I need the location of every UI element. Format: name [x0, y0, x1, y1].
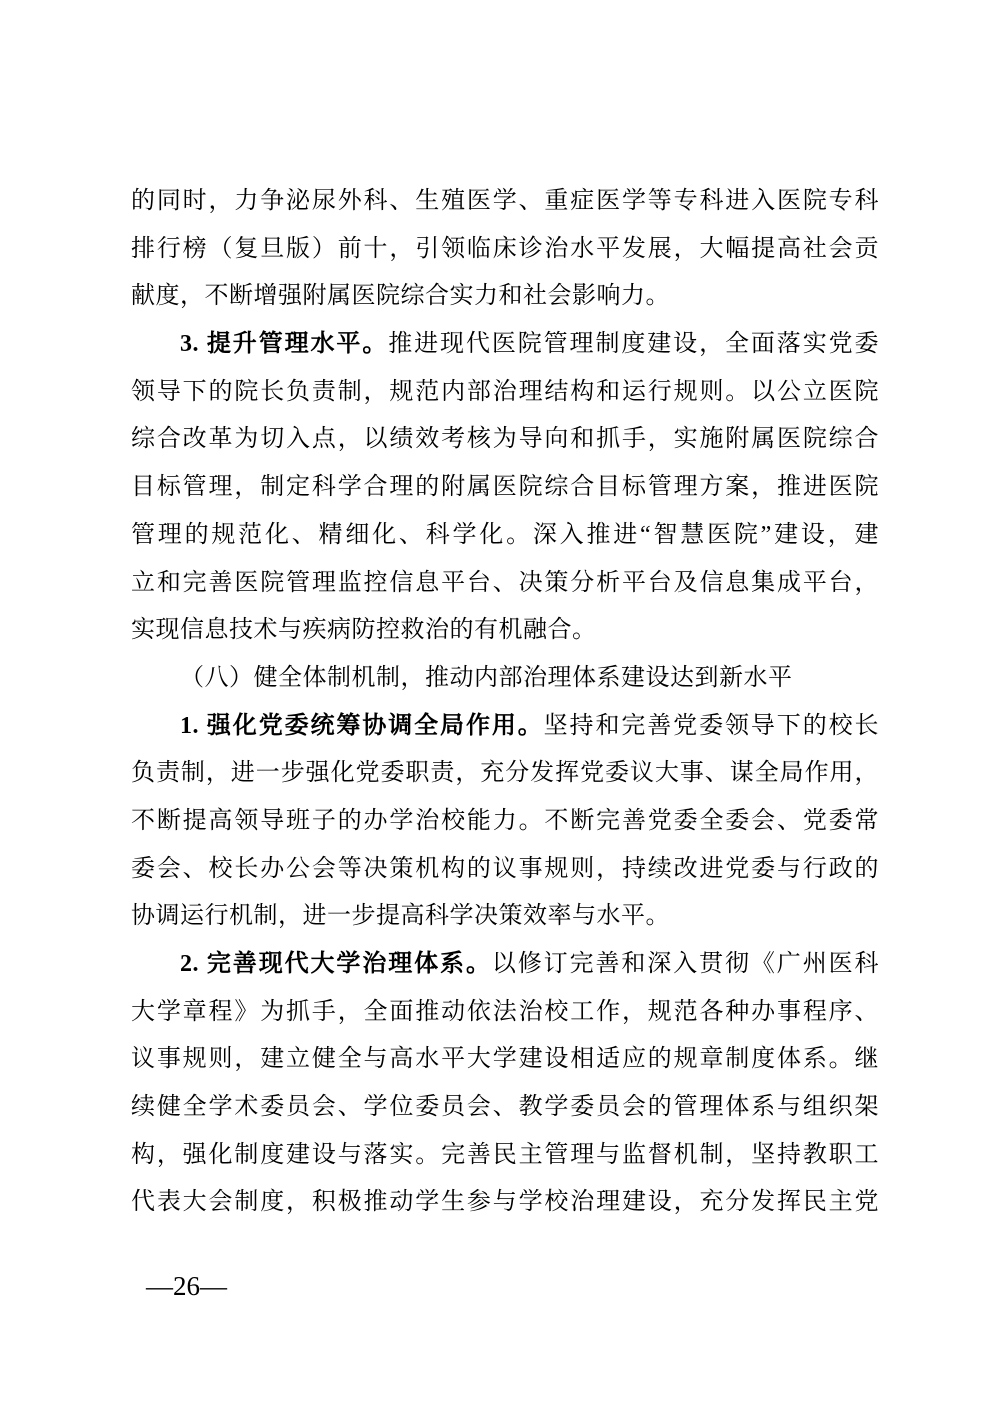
text-line [131, 1084, 879, 1132]
text-line-content: 排行榜（复旦版）前十，引领临床诊治水平发展，大幅提高社会贡 [131, 235, 879, 262]
text-line-content: 立和完善医院管理监控信息平台、决策分析平台及信息集成平台， [131, 569, 879, 596]
text-line [131, 560, 879, 608]
text-line-content: 管理的规范化、精细化、科学化。深入推进“智慧医院”建设，建 [131, 521, 879, 548]
text-line [131, 893, 879, 941]
text-line [131, 464, 879, 512]
text-line [131, 703, 879, 751]
text-line-content: 献度，不断增强附属医院综合实力和社会影响力。 [131, 283, 670, 310]
text-line-content: 代表大会制度，积极推动学生参与学校治理建设，充分发挥民主党 [131, 1189, 879, 1216]
text-line [131, 750, 879, 798]
text-line-content: 不断提高领导班子的办学治校能力。不断完善党委全委会、党委常 [131, 807, 879, 834]
text-line [131, 1036, 879, 1084]
document-body-text [131, 178, 879, 1227]
text-line-content: 综合改革为切入点，以绩效考核为导向和抓手，实施附属医院综合 [131, 426, 879, 453]
text-line-content: 推进现代医院管理制度建设，全面落实党委 [388, 331, 879, 358]
subsection-heading [131, 655, 879, 703]
text-line [131, 273, 879, 321]
text-line-content: 议事规则，建立健全与高水平大学建设相适应的规章制度体系。继 [131, 1046, 879, 1073]
text-line [131, 416, 879, 464]
text-line-content: 负责制，进一步强化党委职责，充分发挥党委议大事、谋全局作用， [131, 760, 879, 787]
text-line-content: 坚持和完善党委领导下的校长 [543, 712, 879, 739]
text-line [131, 846, 879, 894]
text-line [131, 369, 879, 417]
text-line-content: 以修订完善和深入贯彻《广州医科 [491, 951, 879, 977]
text-line [131, 941, 879, 989]
page-number: —26— [146, 1271, 227, 1301]
text-line [131, 512, 879, 560]
text-line-content: 协调运行机制，进一步提高科学决策效率与水平。 [131, 903, 670, 930]
text-line [131, 178, 879, 226]
text-line-content: 的同时，力争泌尿外科、生殖医学、重症医学等专科进入医院专科 [131, 188, 879, 214]
text-line-content: 委会、校长办公会等决策机构的议事规则，持续改进党委与行政的 [131, 855, 879, 882]
text-line [131, 989, 879, 1037]
text-line-content: 续健全学术委员会、学位委员会、教学委员会的管理体系与组织架 [131, 1094, 879, 1121]
text-line [131, 321, 879, 369]
text-line-content: 实现信息技术与疾病防控救治的有机融合。 [131, 617, 597, 644]
text-line [131, 798, 879, 846]
text-line-content: （八）健全体制机制，推动内部治理体系建设达到新水平 [180, 664, 793, 691]
text-line-content: 大学章程》为抓手，全面推动依法治校工作，规范各种办事程序、 [131, 998, 879, 1025]
text-line [131, 1179, 879, 1227]
text-line-content: 构，强化制度建设与落实。完善民主管理与监督机制，坚持教职工 [131, 1141, 879, 1168]
text-line [131, 1132, 879, 1180]
text-line-content: 目标管理，制定科学合理的附属医院综合目标管理方案，推进医院 [131, 474, 879, 501]
section-heading-bold: 2. 完善现代大学治理体系。 [180, 951, 492, 977]
section-heading-bold: 3. 提升管理水平。 [180, 331, 389, 358]
text-line [131, 607, 879, 655]
text-line-content: 领导下的院长负责制，规范内部治理结构和运行规则。以公立医院 [131, 378, 879, 405]
section-heading-bold: 1. 强化党委统筹协调全局作用。 [180, 712, 544, 739]
text-line [131, 226, 879, 274]
